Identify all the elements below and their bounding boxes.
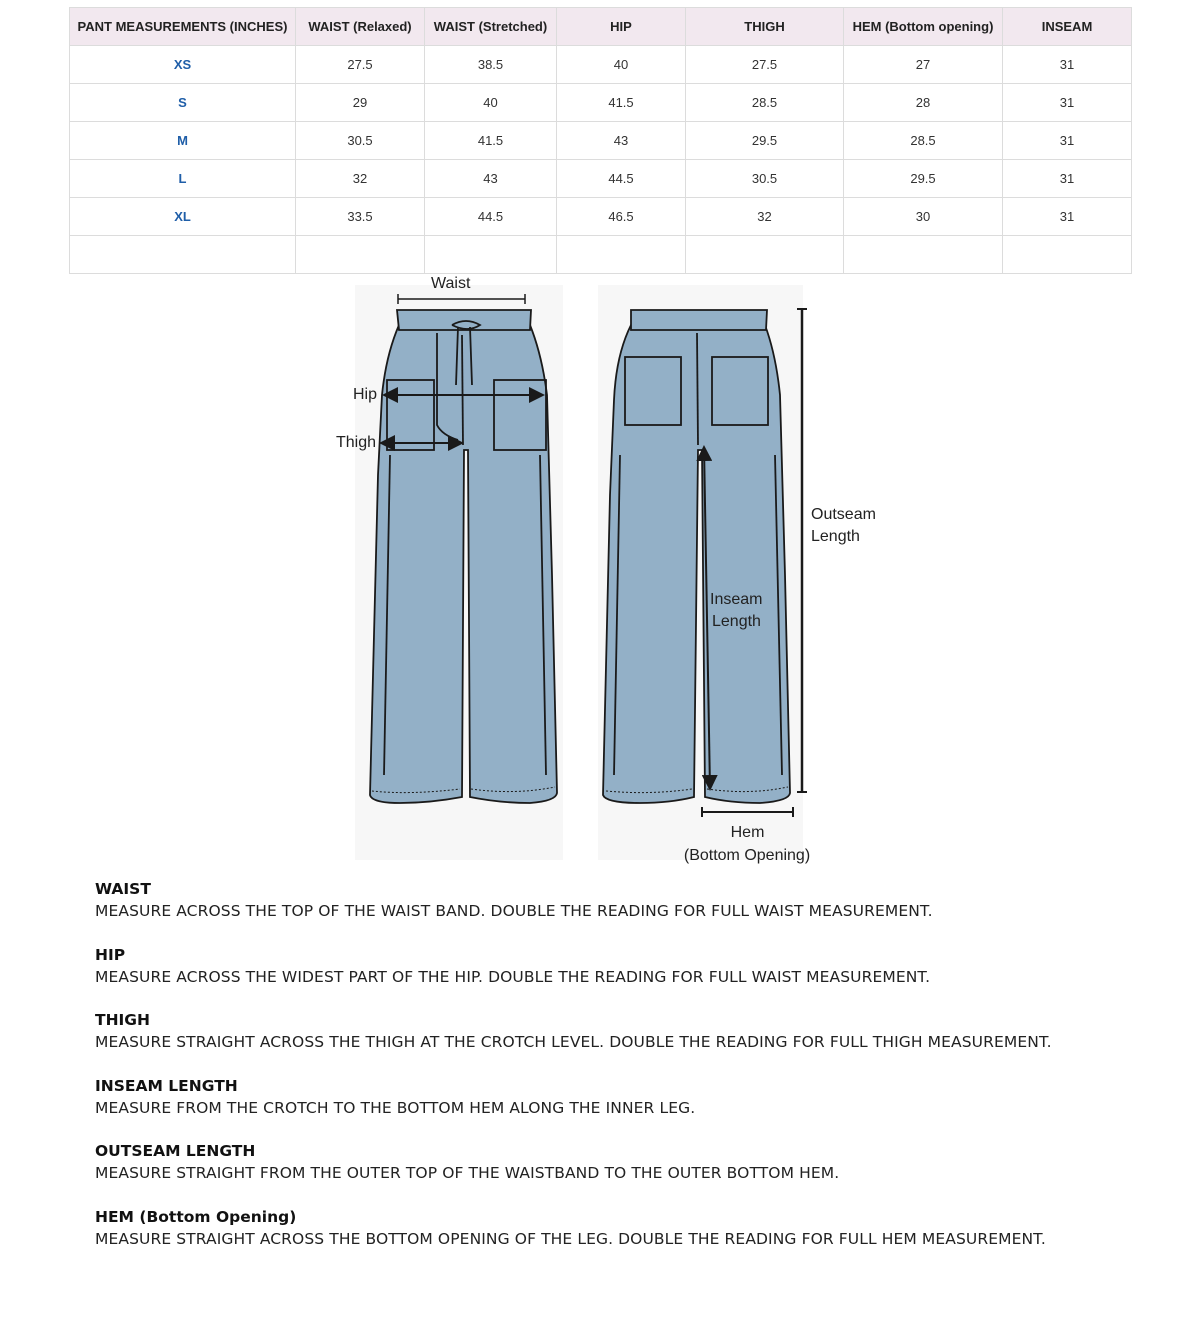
size-label [70,236,296,274]
table-cell: 31 [1003,198,1132,236]
definition-term: THIGH [95,1011,151,1029]
column-header: PANT MEASUREMENTS (INCHES) [70,8,296,46]
size-chart-table [69,7,1132,274]
table-cell: 31 [1003,46,1132,84]
table-cell: 41.5 [557,84,686,122]
outseam-label-line2: Length [811,528,860,545]
definition-hem [95,1206,1175,1250]
column-header: INSEAM [1003,8,1132,46]
inseam-label-line2: Length [712,613,761,630]
table-row [70,198,1132,236]
table-cell [425,236,557,274]
table-cell [686,236,844,274]
table-cell: 28 [844,84,1003,122]
waist-label: Waist [431,275,471,292]
column-header: HEM (Bottom opening) [844,8,1003,46]
size-label: S [70,84,296,122]
table-cell: 44.5 [425,198,557,236]
size-label: M [70,122,296,160]
definition-thigh [95,1009,1175,1053]
table-cell: 27 [844,46,1003,84]
definition-outseam [95,1140,1175,1184]
table-row [70,236,1132,274]
table-cell: 43 [557,122,686,160]
table-cell: 44.5 [557,160,686,198]
table-cell: 28.5 [686,84,844,122]
table-cell: 41.5 [425,122,557,160]
definition-term: WAIST [95,880,151,898]
front-center-crease [462,335,463,445]
definition-term: INSEAM LENGTH [95,1076,238,1095]
column-header: WAIST (Relaxed) [296,8,425,46]
table-row [70,160,1132,198]
definition-inseam [95,1075,1175,1119]
table-cell: 32 [296,160,425,198]
table-cell: 29.5 [686,122,844,160]
table-cell: 28.5 [844,122,1003,160]
hip-label: Hip [353,386,378,403]
front-waistband [397,310,531,330]
table-cell: 29 [296,84,425,122]
hem-label-line1: Hem [730,824,765,841]
table-cell [296,236,425,274]
table-cell: 31 [1003,160,1132,198]
column-header: WAIST (Stretched) [425,8,557,46]
hem-label-line2: (Bottom Opening) [683,847,811,864]
definition-term: HIP [95,945,126,964]
definition-description: MEASURE STRAIGHT ACROSS THE BOTTOM OPENING OF THE LEG. DOUBLE THE READING FOR FULL HEM MEASUREMENT. [95,1229,1046,1248]
table-cell [1003,236,1132,274]
table-cell [844,236,1003,274]
table-cell: 46.5 [557,198,686,236]
definition-description: MEASURE FROM THE CROTCH TO THE BOTTOM HEM ALONG THE INNER LEG. [95,1098,696,1117]
definition-hip [95,944,1175,988]
column-header: HIP [557,8,686,46]
table-cell: 30.5 [686,160,844,198]
table-cell: 30.5 [296,122,425,160]
table-cell: 30 [844,198,1003,236]
definition-description: MEASURE STRAIGHT ACROSS THE THIGH AT THE CROTCH LEVEL. DOUBLE THE READING FOR FULL THIGH MEASUREMENT. [95,1033,1052,1051]
table-cell: 29.5 [844,160,1003,198]
table-cell: 40 [425,84,557,122]
table-cell: 27.5 [686,46,844,84]
size-label: L [70,160,296,198]
table-cell: 32 [686,198,844,236]
column-header: THIGH [686,8,844,46]
table-cell: 27.5 [296,46,425,84]
outseam-label-line1: Outseam [811,506,876,523]
definition-description: MEASURE ACROSS THE TOP OF THE WAIST BAND. DOUBLE THE READING FOR FULL WAIST MEASUREMENT. [95,902,933,920]
table-row [70,46,1132,84]
definition-description: MEASURE ACROSS THE WIDEST PART OF THE HIP. DOUBLE THE READING FOR FULL WAIST MEASUREMENT. [95,967,931,986]
back-waistband [631,310,767,330]
table-cell: 33.5 [296,198,425,236]
table-cell: 40 [557,46,686,84]
thigh-label: Thigh [336,434,377,451]
definition-term: HEM (Bottom Opening) [95,1207,297,1226]
definition-term: OUTSEAM LENGTH [95,1142,256,1160]
definition-waist [95,878,1175,922]
pants-illustration [0,275,1200,875]
table-cell: 38.5 [425,46,557,84]
definition-description: MEASURE STRAIGHT FROM THE OUTER TOP OF THE WAISTBAND TO THE OUTER BOTTOM HEM. [95,1164,840,1182]
table-cell: 31 [1003,122,1132,160]
measurement-instructions [95,878,1175,1271]
table-row [70,84,1132,122]
size-label: XS [70,46,296,84]
table-cell: 31 [1003,84,1132,122]
table-cell: 43 [425,160,557,198]
table-header-row [70,8,1132,46]
measurement-diagram [0,275,1200,875]
inseam-label-line1: Inseam [710,591,763,608]
table-row [70,122,1132,160]
size-label: XL [70,198,296,236]
table-cell [557,236,686,274]
back-center-seam [697,333,698,445]
